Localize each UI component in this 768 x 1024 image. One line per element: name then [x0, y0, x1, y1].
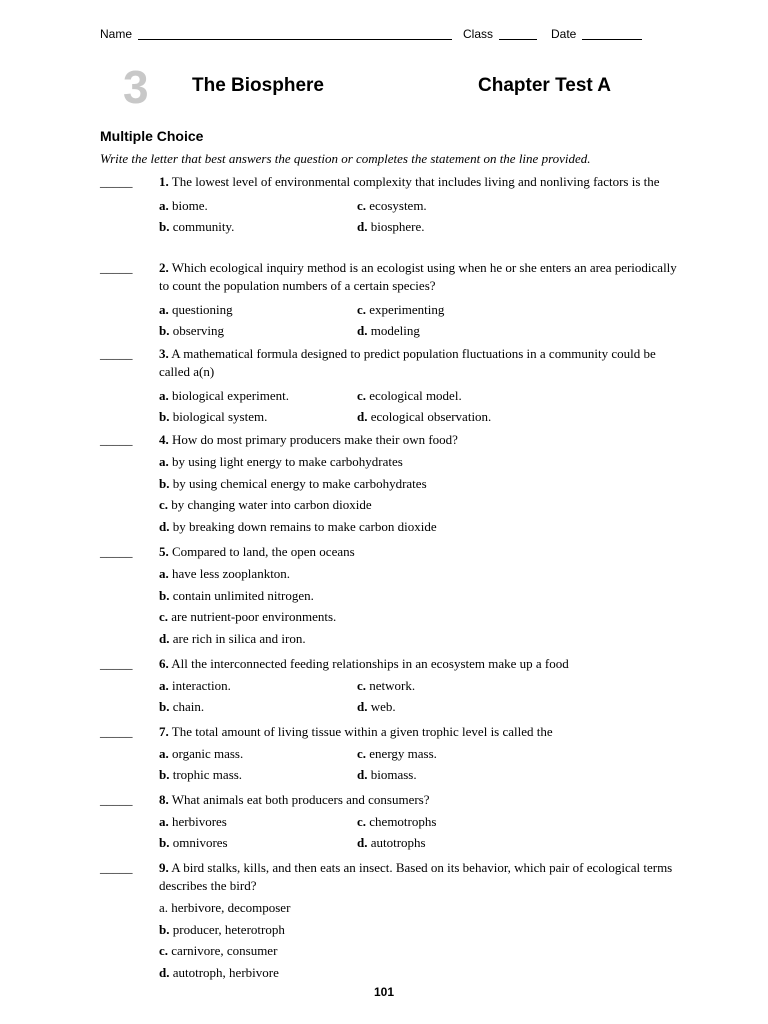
section-instructions: Write the letter that best answers the question or completes the statement on the line provided.: [100, 151, 591, 166]
option-b: b. chain.: [159, 699, 205, 714]
options: [159, 195, 690, 237]
question-2: [100, 259, 690, 341]
option-a: a. organic mass.: [159, 746, 244, 761]
answer-blank[interactable]: _____: [100, 724, 133, 739]
question-number: 9.: [159, 860, 169, 875]
question-number: 2.: [159, 260, 169, 275]
option-c: c. ecological model.: [357, 388, 462, 403]
question-text: Compared to land, the open oceans: [172, 544, 355, 559]
option-d: d. are rich in silica and iron.: [159, 630, 306, 646]
question-4: [100, 431, 690, 537]
option-a: a. by using light energy to make carbohydrates: [159, 454, 403, 469]
question-5: [100, 543, 690, 649]
question-number: 8.: [159, 792, 169, 807]
question-8: [100, 791, 690, 853]
options: [159, 897, 690, 983]
answer-blank[interactable]: _____: [100, 656, 133, 671]
option-c: c. network.: [357, 678, 416, 693]
option-b: b. by using chemical energy to make carbohydrates: [159, 475, 427, 491]
options: [159, 385, 690, 427]
question-text: The total amount of living tissue within a given trophic level is called the: [171, 724, 553, 739]
options: [159, 563, 690, 649]
option-d: d. biomass.: [357, 767, 417, 782]
answer-blank[interactable]: _____: [100, 432, 133, 447]
name-label: Name: [100, 27, 133, 41]
answer-blank[interactable]: _____: [100, 860, 133, 875]
options: [159, 299, 690, 341]
answer-blank[interactable]: _____: [100, 544, 133, 559]
options: [159, 811, 690, 853]
option-d: d. autotrophs: [357, 835, 426, 850]
option-d: d. ecological observation.: [357, 409, 492, 424]
option-a: a. herbivores: [159, 814, 227, 829]
option-a: a. herbivore, decomposer: [159, 900, 291, 915]
question-text: A mathematical formula designed to predict population fluctuations in a community could be called a(n): [159, 346, 656, 379]
option-a: a. have less zooplankton.: [159, 566, 291, 581]
test-label: Chapter Test A: [478, 75, 612, 96]
option-a: a. biological experiment.: [159, 388, 289, 403]
option-d: d. autotroph, herbivore: [159, 964, 279, 980]
option-b: b. trophic mass.: [159, 767, 243, 782]
question-7: [100, 723, 690, 785]
options: [159, 451, 690, 537]
option-c: c. ecosystem.: [357, 198, 427, 213]
answer-blank[interactable]: _____: [100, 346, 133, 361]
option-b: b. producer, heterotroph: [159, 921, 285, 937]
question-text: The lowest level of environmental complexity that includes living and nonliving factors is the: [171, 174, 660, 189]
question-text: Which ecological inquiry method is an ecologist using when he or she enters an area periodically to count the population numbers of a certain species?: [159, 260, 677, 293]
option-d: d. biosphere.: [357, 219, 425, 234]
option-b: b. community.: [159, 219, 235, 234]
option-a: a. interaction.: [159, 678, 231, 693]
option-a: a. questioning: [159, 302, 233, 317]
answer-blank[interactable]: _____: [100, 260, 133, 275]
option-b: b. observing: [159, 323, 225, 338]
option-c: c. carnivore, consumer: [159, 943, 278, 958]
option-c: c. are nutrient-poor environments.: [159, 609, 337, 624]
option-b: b. omnivores: [159, 835, 228, 850]
answer-blank[interactable]: _____: [100, 174, 133, 189]
option-c: c. chemotrophs: [357, 814, 437, 829]
question-text: A bird stalks, kills, and then eats an insect. Based on its behavior, which pair of ecological terms describes the bird?: [159, 860, 673, 893]
option-d: d. modeling: [357, 323, 420, 338]
options: [159, 675, 690, 717]
question-text: All the interconnected feeding relationships in an ecosystem make up a food: [171, 656, 569, 671]
option-c: c. by changing water into carbon dioxide: [159, 497, 372, 512]
options: [159, 743, 690, 785]
question-3: [100, 345, 690, 427]
page-number: 101: [373, 985, 395, 999]
question-number: 4.: [159, 432, 169, 447]
question-number: 1.: [159, 174, 169, 189]
question-number: 7.: [159, 724, 169, 739]
chapter-title: The Biosphere: [192, 75, 324, 96]
option-d: d. web.: [357, 699, 396, 714]
chapter-number: 3: [123, 61, 149, 113]
question-9: [100, 859, 690, 983]
option-a: a. biome.: [159, 198, 208, 213]
option-c: c. energy mass.: [357, 746, 437, 761]
answer-blank[interactable]: _____: [100, 792, 133, 807]
question-number: 6.: [159, 656, 169, 671]
question-1: [100, 173, 690, 237]
question-number: 5.: [159, 544, 169, 559]
section-title: Multiple Choice: [100, 128, 204, 144]
question-text: What animals eat both producers and consumers?: [171, 792, 430, 807]
option-b: b. contain unlimited nitrogen.: [159, 587, 314, 603]
question-6: [100, 655, 690, 717]
question-text: How do most primary producers make their own food?: [172, 432, 458, 447]
date-label: Date: [551, 27, 577, 41]
option-c: c. experimenting: [357, 302, 445, 317]
option-b: b. biological system.: [159, 409, 268, 424]
option-d: d. by breaking down remains to make carbon dioxide: [159, 518, 437, 534]
class-label: Class: [463, 27, 494, 41]
question-number: 3.: [159, 346, 169, 361]
